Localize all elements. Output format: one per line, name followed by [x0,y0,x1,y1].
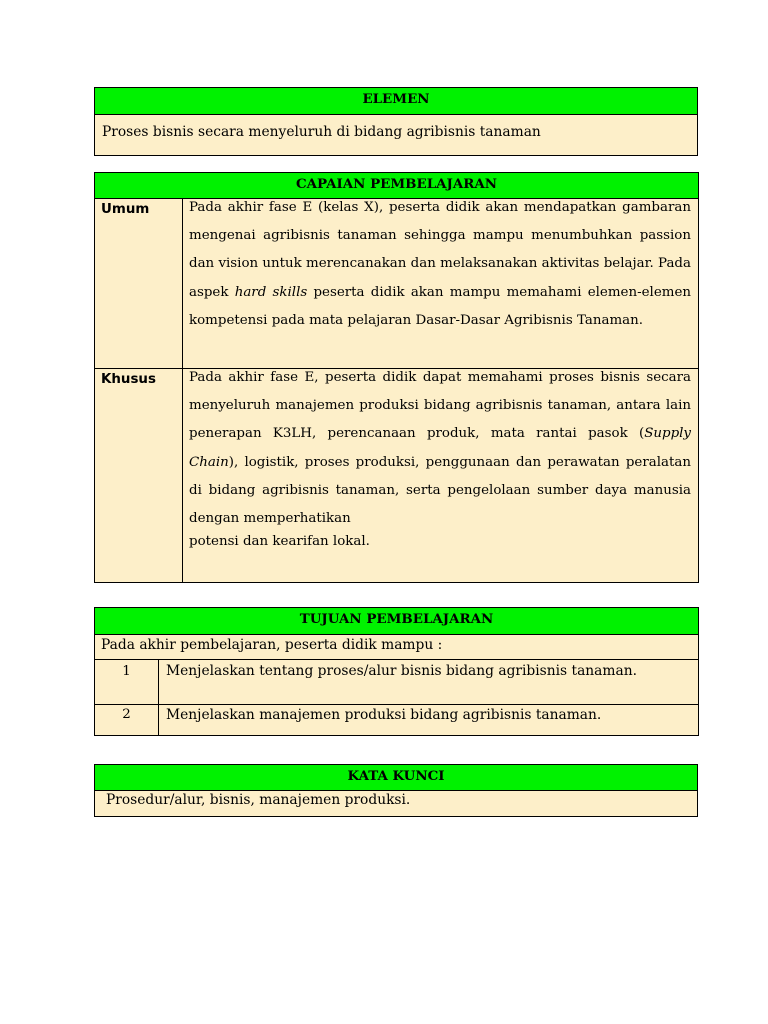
umum-text: Pada akhir fase E (kelas X), peserta didik akan mendapatkan gambaran mengenai agribisnis tanaman sehingga mampu menumbuhkan passion dan vision untuk merencanakan dan melaksanakan aktivitas belajar. Pada aspek hard skills peserta didik akan mampu memahami elemen-elemen kompetensi pada mata pelajaran Dasar-Dasar Agribisnis Tanaman. [183,199,699,369]
kata-kunci-table [94,764,698,817]
tujuan-item-text: Menjelaskan tentang proses/alur bisnis bidang agribisnis tanaman. [159,660,699,705]
kata-kunci-text: Prosedur/alur, bisnis, manajemen produksi. [95,791,698,817]
tujuan-item-number: 1 [95,660,159,705]
capaian-table [94,172,699,583]
elemen-text: Proses bisnis secara menyeluruh di bidang agribisnis tanaman [95,115,698,156]
tujuan-intro: Pada akhir pembelajaran, peserta didik mampu : [95,635,699,660]
kata-kunci-header: KATA KUNCI [95,765,698,791]
elemen-table [94,87,698,156]
khusus-label: Khusus [95,369,183,583]
capaian-header: CAPAIAN PEMBELAJARAN [95,173,699,199]
tujuan-table [94,607,699,736]
tujuan-item-number: 2 [95,705,159,736]
khusus-text: Pada akhir fase E, peserta didik dapat memahami proses bisnis secara menyeluruh manajemen produksi bidang agribisnis tanaman, antara lain penerapan K3LH, perencanaan produk, mata rantai pasok (Supply Chain), logistik, proses produksi, penggunaan dan perawatan peralatan di bidang agribisnis tanaman, serta pengelolaan sumber daya manusia dengan memperhatikan potensi dan kearifan lokal. [183,369,699,583]
elemen-header: ELEMEN [95,88,698,115]
umum-label: Umum [95,199,183,369]
tujuan-item-text: Menjelaskan manajemen produksi bidang agribisnis tanaman. [159,705,699,736]
tujuan-header: TUJUAN PEMBELAJARAN [95,608,699,635]
